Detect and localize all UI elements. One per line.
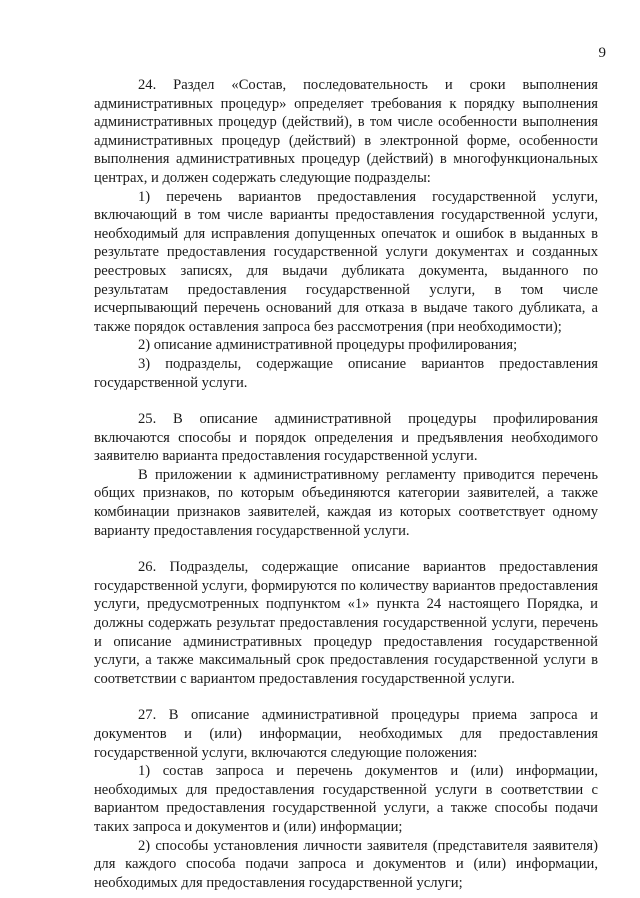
list-item: 1) перечень вариантов предоставления государственной услуги, включающий в том числе варианты предоставления государственной услуги, необходимый для исправления допущенных опечаток и ошибок в выданных в результате предоставления государственной услуги документах и созданных реестровых записях, для выдачи дубликата документа, выданного по результатам предоставления государственной услуги, в том числе исчерпывающий перечень оснований для отказа в выдаче такого дубликата, а также порядок оставления запроса без рассмотрения (при необходимости); bbox=[94, 188, 598, 335]
section-24 bbox=[94, 76, 598, 392]
paragraph: В приложении к административному регламенту приводится перечень общих признаков, по которым объединяются категории заявителей, а также комбинации признаков заявителей, каждая из которых соответствует одному варианту предоставления государственной услуги. bbox=[94, 466, 598, 539]
list-item: 3) подразделы, содержащие описание вариантов предоставления государственной услуги. bbox=[94, 355, 598, 391]
list-item: 2) описание административной процедуры профилирования; bbox=[138, 337, 518, 354]
paragraph: 25. В описание административной процедуры профилирования включаются способы и порядок определения и предъявления необходимого заявителю варианта предоставления государственной услуги. bbox=[94, 411, 598, 465]
paragraph: 27. В описание административной процедуры приема запроса и документов и (или) информации, необходимых для предоставления государственной услуги, включаются следующие положения: bbox=[94, 707, 598, 761]
paragraph: 24. Раздел «Состав, последовательность и сроки выполнения административных процедур» определяет требования к порядку выполнения административных процедур (действий), в том числе особенности выполнения административных процедур (действий) в электронной форме, особенности выполнения административных процедур (действий) в многофункциональных центрах, и должен содержать следующие подразделы: bbox=[94, 77, 598, 186]
document-body bbox=[94, 76, 598, 892]
list-item: 2) способы установления личности заявителя (представителя заявителя) для каждого способа подачи запроса и документов и (или) информации, необходимых для предоставления государственной услуги; bbox=[94, 837, 598, 891]
section-gap bbox=[94, 392, 598, 410]
section-27 bbox=[94, 706, 598, 892]
list-item: 1) состав запроса и перечень документов и (или) информации, необходимых для предоставления государственной услуги в соответствии с вариантом предоставления государственной услуги, а также способы подачи таких запроса и документов и (или) информации; bbox=[94, 763, 598, 835]
section-26 bbox=[94, 558, 598, 688]
section-gap bbox=[94, 688, 598, 706]
paragraph: 26. Подразделы, содержащие описание вариантов предоставления государственной услуги, формируются по количеству вариантов предоставления услуги, предусмотренных подпунктом «1» пункта 24 настоящего Порядка, и должны содержать результат предоставления государственной услуги, перечень и описание административных процедур предоставления государственной услуги, а также максимальный срок предоставления государственной услуги в соответствии с вариантом предоставления государственной услуги. bbox=[94, 559, 598, 687]
page-number: 9 bbox=[598, 45, 606, 61]
section-gap bbox=[94, 540, 598, 558]
section-25 bbox=[94, 410, 598, 540]
